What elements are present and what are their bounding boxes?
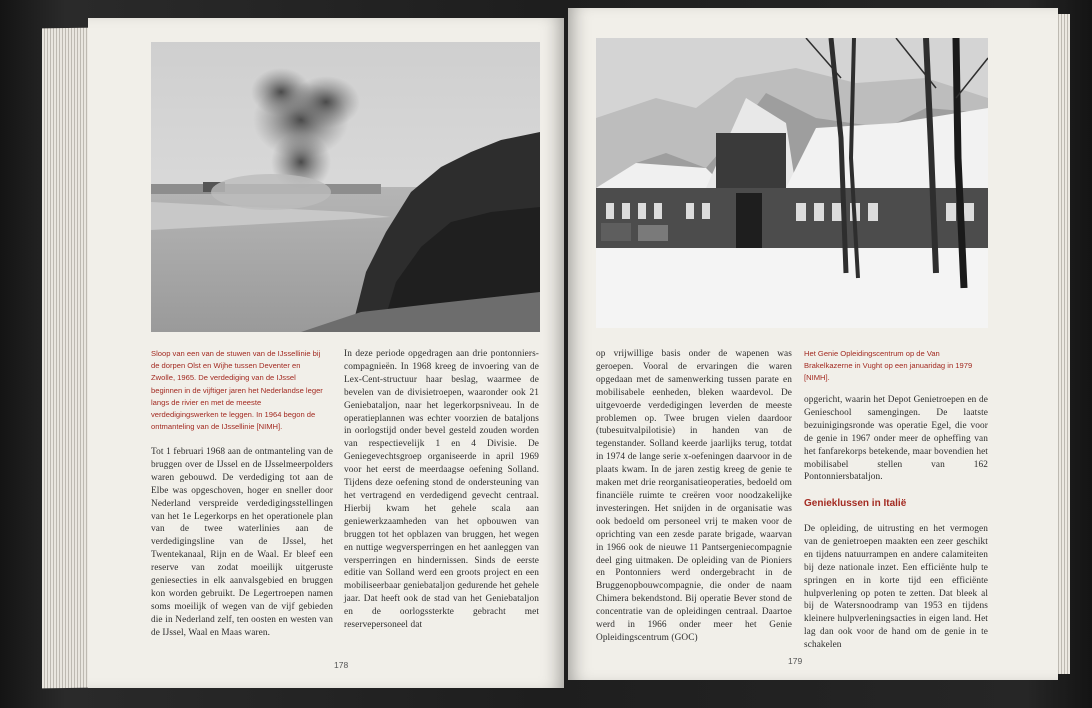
right-page-column-2-text: opgericht, waarin het Depot Genietroepen en de Genieschool samengingen. De laatste bezuinigingsronde was operatie Egel, die voor de genie in 1967 onder meer de opheffing van het fanfarekorps betekende, maar bovendien het mobilisabel stellen van 162 Pontonniersbataljon. [804, 395, 988, 483]
right-page [568, 8, 1058, 680]
left-photo-caption: Sloop van een van de stuwen van de IJssellinie bij de dorpen Olst en Wijhe tussen Deventer en Zwolle, 1965. De verdediging van de IJssel beginnen in de vijftiger jaren het Nederlandse leger langs de rivier en met de meeste verdedigingswerken te leggen. In 1964 begon de ontmanteling van de IJssellinie [NIMH]. [151, 349, 323, 432]
right-page-column-2 [804, 394, 988, 483]
left-page-column-1-text: Tot 1 februari 1968 aan de ontmanteling van de bruggen over de IJssel en de IJsselmeerpolders waren gebouwd. De verdediging tot aan de Elbe was opgeschoven, hoger en sneller door Nederland verspreide verdedigingsstellingen van het 1e Legerkorps en het operationele plan van de twee waterlinies aan de verdedigingsline van de IJssel, het Twentekanaal, Rijn en de Waal. Er bleef een reserve van zodat moeilijk uitgeruste geniesecties in elk aanvalsgebied en bruggen kon worden gebruikt. De Legertroepen namen soms moeilijk of wegen van de vijf gebieden die in Nederland zelf, ten oosten en westen van de IJssel, Waal en Maas waren. [151, 447, 333, 638]
right-page-number: 179 [788, 656, 803, 666]
right-page-column-2b [804, 523, 988, 649]
page-edges-left [42, 28, 92, 689]
right-page-column-2b-text: De opleiding, de uitrusting en het vermogen van de genietroepen maakten een zeer geschikt en tijdens natuurrampen en andere calamiteiten bij deze nationale inzet. Een efficiënte hulp te springen en in korte tijd een efficiënte hulpverlening op poten te zetten. Dat bleek al bij de Watersnoodramp van 1953 en tijdens kleinere hulpverleningsacties in eigen land. Het lag dan ook voor de hand om de genie in te schakelen [804, 524, 988, 651]
building-photo [596, 38, 988, 328]
right-page-column-1-text: op vrijwillige basis onder de wapenen was geroepen. Vooral de ervaringen die waren opgedaan met de samenwerking tussen parate en mobilisabele eenheden, bleken waardevol. De uitgevoerde verdedigingen leverden de meeste problemen op. Twee brugen vielen daardoor (tubesuitvalpilotisie) in handen van de tegenstander. Solland keerde jaarlijks terug, totdat in 1974 de lange serie x-oefeningen daarvoor in de plaats kwam. In de jaren zestig kreeg de genie te maken met drie reorganisatieoperaties, bedoeld om financiële ruimte te creëren voor noodzakelijke investeringen. Het snijden in de organisatie was ook bedoeld om personeel vrij te maken voor de oprichting van een zesde parate brigade, waarvan in 1966 ook de nieuwe 11 Pantsergeniecompagnie deel ging uitmaken. De opleiding van de Pioniers en Pontonniers werd ondergebracht in de Bruggenopbouwcompagnie, die onder de naam Chimera bekendstond. Bij operatie Bever stond de concentratie van de opleidingen centraal. Daartoe werd in 1966 onder meer het Genie Opleidingscentrum (GOC) [596, 349, 792, 643]
explosion-photo [151, 42, 540, 332]
left-page-column-2 [344, 348, 539, 653]
left-page [88, 18, 564, 688]
left-page-column-1 [151, 446, 333, 674]
left-page-number: 178 [334, 660, 349, 670]
section-heading: Genieklussen in Italië [804, 498, 907, 509]
right-page-column-1 [596, 348, 792, 648]
left-page-column-2-text: In deze periode opgedragen aan drie pontonniers-compagnieën. In 1968 kreeg de invoering van de Lex-Cent-structuur haar beslag, waarmee de bevelen van de divisietroepen, waaronder ook 21 Geniebataljon, naar het legerkorpsniveau. In de operatieplannen was echter voorzien de bataljons in oorlogstijd onder bevel gesteld zouden worden van respectievelijk 1 en 4 Divisie. De Geniegevechtsgroep organiseerde in april 1969 voor het eerst de meerdaagse oefening Solland. Tijdens deze oefening stond de ondersteuning van het vertragend en verdedigend gevecht centraal. Hierbij kwam het gehele scala aan geniewerkzaamheden van het opbouwen van bruggen tot het opblazen van bruggen, het wegen en nuttige wegversperringen en het aanleggen van versperringen en hindernissen. Sinds de eerste editie van Solland werd een groots project en een mobiliseerbaar geniebataljon gedurende het gehele jaar. Dat heeft ook de stad van het Geniebataljon en de oorlogssterkte gebracht met reservepersoneel dat [344, 349, 539, 631]
right-photo-caption: Het Genie Opleidingscentrum op de Van Brakelkazerne in Vught op een januaridag in 1979 [NIMH]. [804, 349, 973, 383]
